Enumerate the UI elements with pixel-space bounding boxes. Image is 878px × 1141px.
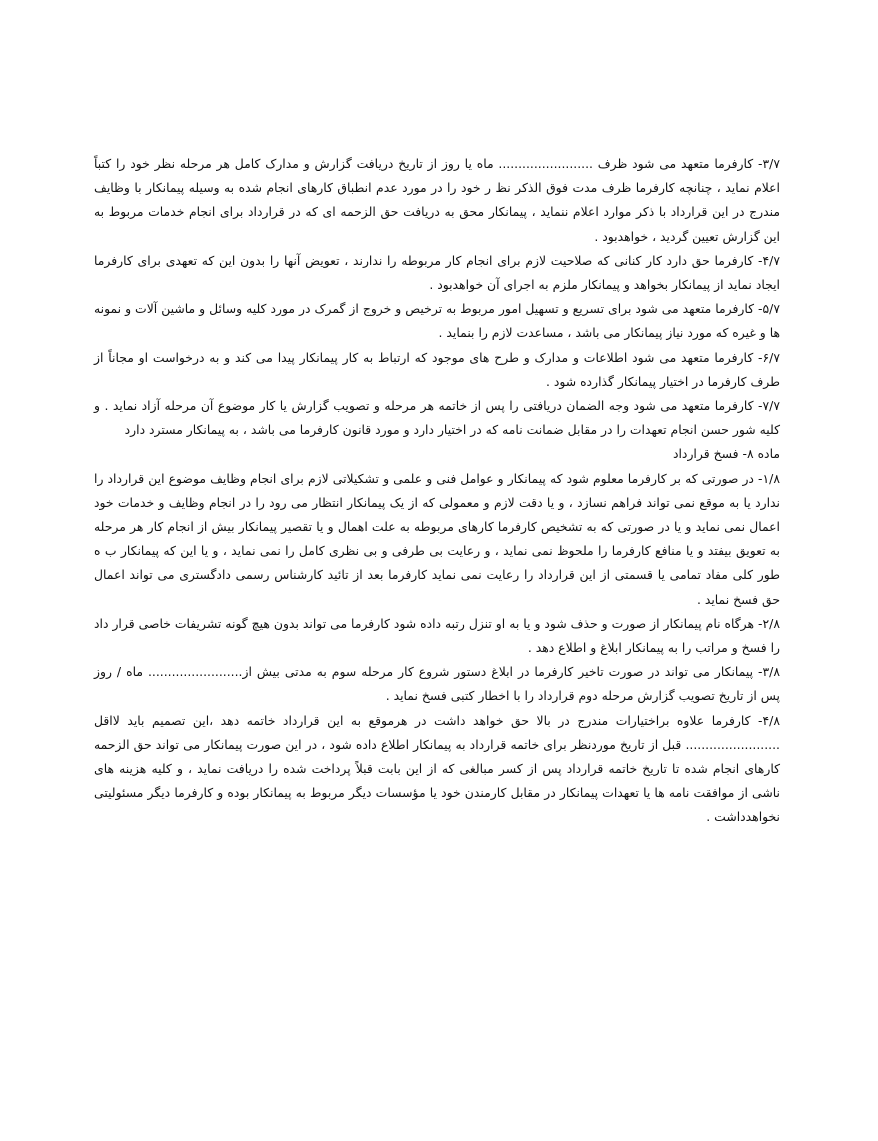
clause-8-3: ۳/۸- پیمانکار می تواند در صورت تاخیر کارفرما در ابلاغ دستور شروع کار مرحله سوم به مدتی بیش از........................ ماه / روز پس از تاریخ تصویب گزارش مرحله دوم قرارداد را با اخطار کتبی فسخ نماید .	[94, 664, 780, 704]
document-body	[94, 152, 780, 830]
clause-8-4: ۴/۸- کارفرما علاوه براختیارات مندرج در بالا حق خواهد داشت در هرموقع به این قرارداد خاتمه دهد ،این تصمیم باید لااقل ........................ قبل از تاریخ موردنظر برای خاتمه قرارداد به پیمانکار اطلاع داده شود ، در این صورت پیمانکار می تواند حق الزحمه کارهای انجام شده تا تاریخ خاتمه قرارداد پس از کسر مبالغی که از این بابت قبلاً پرداخت شده را دریافت نماید ، و کلیه هزینه های ناشی از موافقت نامه ها یا تعهدات پیمانکار در مقابل کارمندن خود یا مؤسسات دیگر مربوط به پیمانکار بوده و کارفرما دیگر مسئولیتی نخواهدداشت .	[94, 712, 780, 825]
clause-7-7: ۷/۷- کارفرما متعهد می شود وجه الضمان دریافتی را پس از خاتمه هر مرحله و تصویب گزارش یا کار موضوع آن مرحله آزاد نماید . و کلیه شور حسن انجام تعهدات را در مقابل ضمانت نامه که در اختیار دارد و مورد قانون کارفرما می باشد ، به پیمانکار مسترد دارد	[94, 398, 780, 438]
clause-8-2: ۲/۸- هرگاه نام پیمانکار از صورت و حذف شود و یا به او تنزل رتبه داده شود کارفرما می تواند بدون هیچ گونه تشریفات خاصی قرار داد را فسخ و مراتب را به پیمانکار ابلاغ و اطلاع دهد .	[94, 615, 780, 656]
clause-7-3: ۳/۷- کارفرما متعهد می شود ظرف ........................ ماه یا روز از تاریخ دریافت گزارش و مدارک کامل هر مرحله نظر خود را کتباً اعلام نماید ، چنانچه کارفرما ظرف مدت فوق الذکر نظ ر خود را در مورد عدم انطباق کارهای انجام شده به وسیله پیمانکار با وظایف مندرج در این قرارداد با ذکر موارد اعلام ننماید ، پیمانکار محق به دریافت حق الزحمه ای که در قرارداد برای انجام خدمات مربوط به این گزارش تعیین گردید ، خواهدبود .	[94, 156, 780, 244]
clause-8-1: ۱/۸- در صورتی که بر کارفرما معلوم شود که پیمانکار و عوامل فنی و علمی و تشکیلاتی لازم برای انجام وظایف موضوع این قرارداد را ندارد یا به موقع نمی تواند فراهم نسازد ، و یا دقت لازم و معمولی که از یک پیمانکار انتظار می رود را در انجام وظایف و خدمات خود اعمال نمی نماید و یا در صورتی که به تشخیص کارفرما کارهای مربوطه به علت اهمال و یا تقصیر پیمانکار بیش از انجام کار هر مرحله به تعویق بیفتد و یا منافع کارفرما را ملحوظ نمی نماید ، و رعایت بی طرفی و بی نظری کامل را نمی نماید ، و یا این که پیمانکار ب ه طور کلی مفاد تمامی یا قسمتی از این قرارداد را رعایت نمی نماید کارفرما بعد از تائید کارشناس رسمی دادگستری می تواند اعمال حق فسخ نماید .	[94, 470, 780, 607]
clause-7-4: ۴/۷- کارفرما حق دارد کار کنانی که صلاحیت لازم برای انجام کار مربوطه را ندارند ، تعویض آنها را بدون این که تعهدی برای کارفرما ایجاد نماید از پیمانکار بخواهد و پیمانکار ملزم به اجرای آن خواهدبود .	[94, 252, 780, 293]
article-8-heading: ماده ۸- فسخ قرارداد	[672, 446, 780, 462]
clause-7-5: ۵/۷- کارفرما متعهد می شود برای تسریع و تسهیل امور مربوط به ترخیص و خروج از گمرک در مورد کلیه وسائل و ماشین آلات و نمونه ها و غیره که مورد نیاز پیمانکار می باشد ، مساعدت لازم را بنماید .	[94, 301, 780, 341]
clause-7-6: ۶/۷- کارفرما متعهد می شود اطلاعات و مدارک و طرح های موجود که ارتباط به کار پیمانکار پیدا می کند و به درخواست او مجاناً از طرف کارفرما در اختیار پیمانکار گذارده شود .	[94, 349, 780, 389]
